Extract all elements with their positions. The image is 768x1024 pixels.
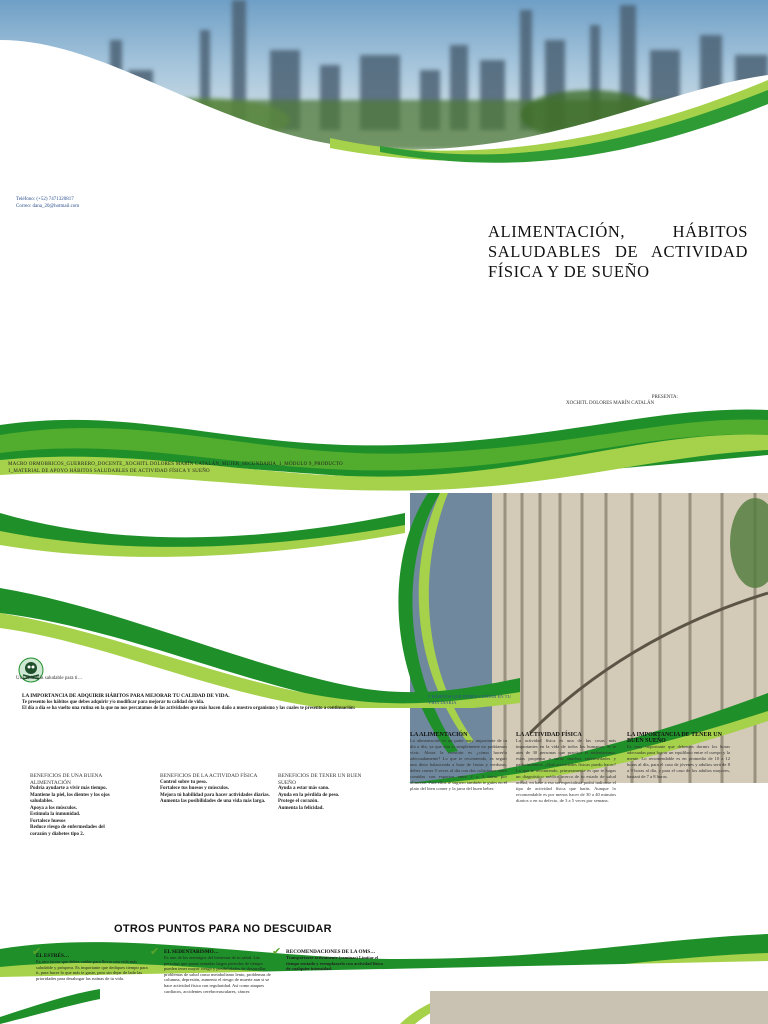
otros-text: Es otro factor que debes cuidar para llevar una vida más saludable y próspera. Es importante que dediques tiempo para ti, para hacer lo que más te guste, pero sin dejar de lado las prioridades para desahogar las rutinas de tu vida. (36, 959, 148, 981)
check-icon: ✔ (272, 945, 282, 958)
section-heading: LA ALIMENTACIÓN (410, 732, 468, 738)
otros-heading: EL ESTRÉS… (36, 953, 70, 959)
section-alimentacion (410, 732, 507, 792)
check-icon: ✔ (150, 945, 160, 958)
benefits-heading: BENEFICIOS DE UNA BUENA ALIMENTACIÓN (30, 773, 103, 786)
benefit-item: Mantiene la piel, los dientes y los ojos saludables. (30, 792, 110, 804)
benefit-item: Mejora tú habilidad para hacer actividades diarias. (160, 792, 270, 798)
benefit-item: Podría ayudarte a vivir más tiempo. (30, 786, 107, 791)
document-title: ALIMENTACIÓN, HÁBITOS SALUDABLES DE ACTIVIDAD FÍSICA Y DE SUEÑO (488, 222, 748, 281)
benefits-heading: BENEFICIOS DE LA ACTIVIDAD FÍSICA (160, 773, 258, 779)
inside-page (0, 493, 768, 1024)
section-heading: LA ACTIVIDAD FÍSICA (516, 732, 582, 738)
benefit-item: Apoya a los músculos. (30, 805, 77, 811)
photo-caption: 5 HÁBITOS QUE DEBES CUIDAR EN TU VIDA DIARIA (428, 694, 511, 705)
benefit-item: Ayuda a estar más sano. (278, 786, 330, 791)
presenta-label: PRESENTA: (651, 395, 678, 400)
section-text: La alimentación es un parte muy importante de tu día a día, ya que aún si simplemente no podríamos vivir. Ahora la cuestión es ¿cómo hacerlo adecuadamente? Lo que te recomiendo, es seguir una dieta balanceada a base de frutas y verduras, debes comer 5 veces al día con dos colaciones entre comidas con espacios entre 2 o 3 horas por alimento. Para ellos te sugiero también te guíes en el plato del bien comer y la jarra del buen beber. (410, 738, 507, 791)
otros-sedentarismo (164, 949, 274, 994)
section-text: La actividad física es una de las cosas más importantes en la vida de todos los humanos. Si te ates de 30 personas que practica el sedentarismo, estas propenso a sufrir muchas enfermedades y padecimientos. ¿Qué actividades físicas puedo hacer? Lo que te recomiendo, primeramente es que te hagas un diagnóstico médico acerca de tu estado de salud actual, en base a eso un especialista podrá indicarte el tipo de actividad física que harás. Aunque lo recomendable es por menos hacer de 30 a 40 minutos diarios o en su defecto, de 3 a 5 veces por semana. (516, 738, 616, 803)
benefits-heading: BENEFICIOS DE TENER UN BUEN SUEÑO (278, 773, 362, 786)
logo-caption: Una vida más saludable para ti… (16, 676, 83, 681)
benefits-sueno (278, 773, 373, 812)
otros-estres (36, 953, 148, 981)
section-actividad (516, 732, 616, 804)
otros-oms (286, 949, 386, 972)
benefit-item: Aumenta las posibilidades de una vida más larga. (160, 799, 266, 804)
intro-line-1: Te presento los hábitos que debes adquirir y/o modificar para mejorar tu calidad de vida. (22, 700, 205, 705)
benefit-item: Aumenta la felicidad. (278, 805, 324, 811)
check-icon: ✔ (32, 945, 42, 958)
benefit-item: Ayuda en la pérdida de peso. (278, 792, 340, 798)
contact-email: Correo: dana_20@hotmail.com (16, 204, 80, 209)
benefit-item: Estimula la inmunidad. (30, 812, 81, 817)
otros-puntos-title: OTROS PUNTOS PARA NO DESCUIDAR (114, 923, 332, 935)
benefit-item: Reduce riesgo de enfermedades del corazón y diabetes tipo 2. (30, 825, 105, 837)
benefits-actividad (160, 773, 270, 806)
top-green-wave (0, 0, 768, 200)
otros-heading: RECOMENDACIONES DE LA OMS… (286, 949, 376, 955)
section-sueno (627, 732, 730, 780)
inside-lower-wave (0, 588, 520, 708)
intro-heading: LA IMPORTANCIA DE ADQUIRIR HÁBITOS PARA MEJORAR TU CALIDAD DE VIDA. (22, 693, 230, 699)
otros-heading: EL SEDENTARISMO… (164, 949, 219, 955)
presenter-name: XOCHITL DOLORES MARÍN CATALÁN (566, 401, 655, 406)
benefit-item: Protege el corazón. (278, 799, 319, 804)
contact-phone: Teléfono: (+52) 7471320817 (16, 197, 74, 202)
cover-footnote: MACRO ORMOBRICOS_GUERRERO_DOCENTE_XOCHITL DOLORES MARÍN CATALÁN_MUJER_SECUNDARIA_1_MÓDULO 9_PRODUCTO 1_MATERIAL DE APOYO HÁBITOS SALUDABLES DE ACTIVIDAD FÍSICA Y SUEÑO (8, 462, 343, 474)
intro-line-2: El día a día se ha vuelto una rutina en la que no nos percatamos de las actividades que más hacen daño a nuestro organismo y las cuales te presento a continuación: (22, 706, 356, 711)
benefit-item: Fortalece tus huesos y músculos. (160, 786, 230, 791)
section-text: Es muy importante que debemos dormir los horas adecuadas para lograr un equilibrio entre el cuerpo y la mente. Lo recomendable es en promedio de 10 a 12 horas al día, para el caso de jóvenes y adultos será de 8 a 9 horas al día, y para el caso de los adultos mayores, bastará de 7 a 8 horas. (627, 744, 730, 779)
otros-text: Es uno de los enemigos del bienestar de tu salud. Las personas que pasan sentadas largos periodos de tiempo pueden tener mayor riesgo y posibilidades de desarrollar problemas de salud como metabolismo lento, problemas de columna, depresión, aumento el riesgo de muerte aun si se hace actividad física con regularidad. Así como ataques cardíacos, accidentes cerebrovasculares, cáncer. (164, 955, 271, 994)
benefit-item: Fortalece huesos (30, 818, 66, 824)
otros-text: Transportarse activamente (caminar) Limitar el tiempo sentado y reemplazarlo con actividad física de cualquier intensidad. (286, 955, 383, 972)
section-heading: LA IMPORTANCIA DE TENER UN BUEN SUEÑO (627, 732, 722, 744)
benefits-alimentacion (30, 773, 122, 838)
benefit-item: Control sobre tu peso. (160, 779, 208, 785)
